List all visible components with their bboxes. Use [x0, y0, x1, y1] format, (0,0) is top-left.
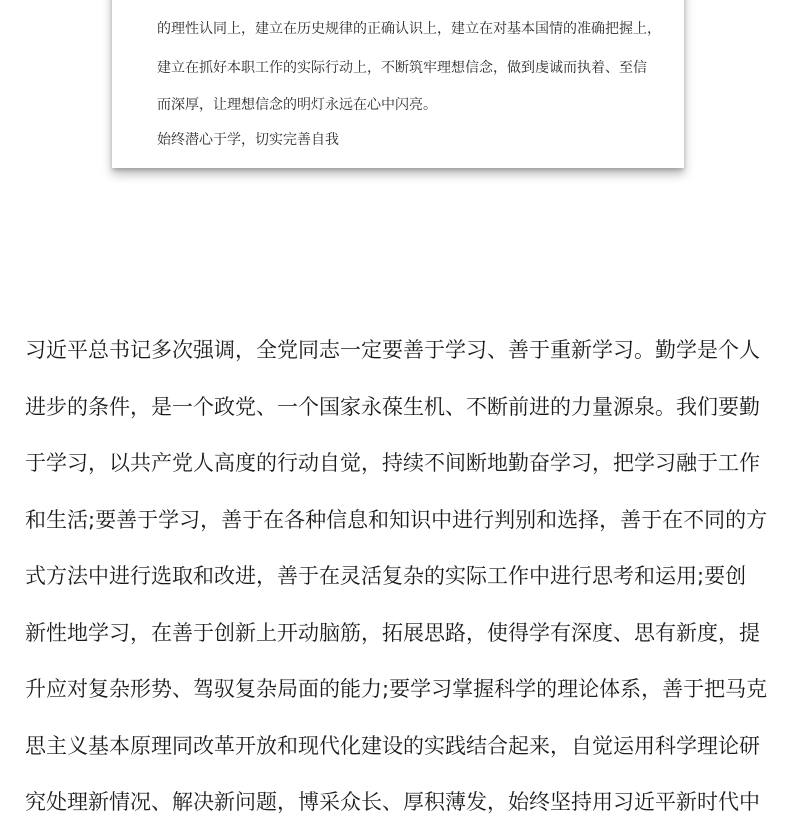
body-line-2: 进步的条件，是一个政党、一个国家永葆生机、不断前进的力量源泉。我们要勤 — [25, 394, 760, 419]
body-line-7: 升应对复杂形势、驾驭复杂局面的能力;要学习掌握科学的理论体系，善于把马克 — [25, 677, 768, 701]
body-line-3: 于学习，以共产党人高度的行动自觉，持续不间断地勤奋学习，把学习融于工作 — [25, 451, 760, 475]
body-line-6: 新性地学习，在善于创新上开动脑筋，拓展思路，使得学有深度、思有新度，提 — [25, 620, 760, 645]
document-preview-card — [112, 0, 684, 168]
preview-line-4: 而深厚，让理想信念的明灯永远在心中闪亮。 — [157, 97, 437, 113]
preview-section-heading: 始终潜心于学，切实完善自我 — [157, 132, 339, 148]
preview-line-3: 建立在抓好本职工作的实际行动上，不断筑牢理想信念，做到虔诚而执着、至信 — [157, 60, 647, 76]
body-paragraph — [25, 322, 785, 831]
preview-line-2: 的理性认同上，建立在历史规律的正确认识上，建立在对基本国情的准确把握上， — [157, 21, 661, 37]
body-line-1: 习近平总书记多次强调，全党同志一定要善于学习、善于重新学习。勤学是个人 — [25, 338, 760, 362]
body-line-4: 和生活;要善于学习，善于在各种信息和知识中进行判别和选择，善于在不同的方 — [25, 507, 768, 532]
body-line-5: 式方法中进行选取和改进，善于在灵活复杂的实际工作中进行思考和运用;要创 — [25, 564, 747, 588]
body-line-9: 究处理新情况、解决新问题，博采众长、厚积薄发，始终坚持用习近平新时代中 — [25, 790, 760, 814]
body-line-8: 思主义基本原理同改革开放和现代化建设的实践结合起来，自觉运用科学理论研 — [25, 733, 760, 758]
